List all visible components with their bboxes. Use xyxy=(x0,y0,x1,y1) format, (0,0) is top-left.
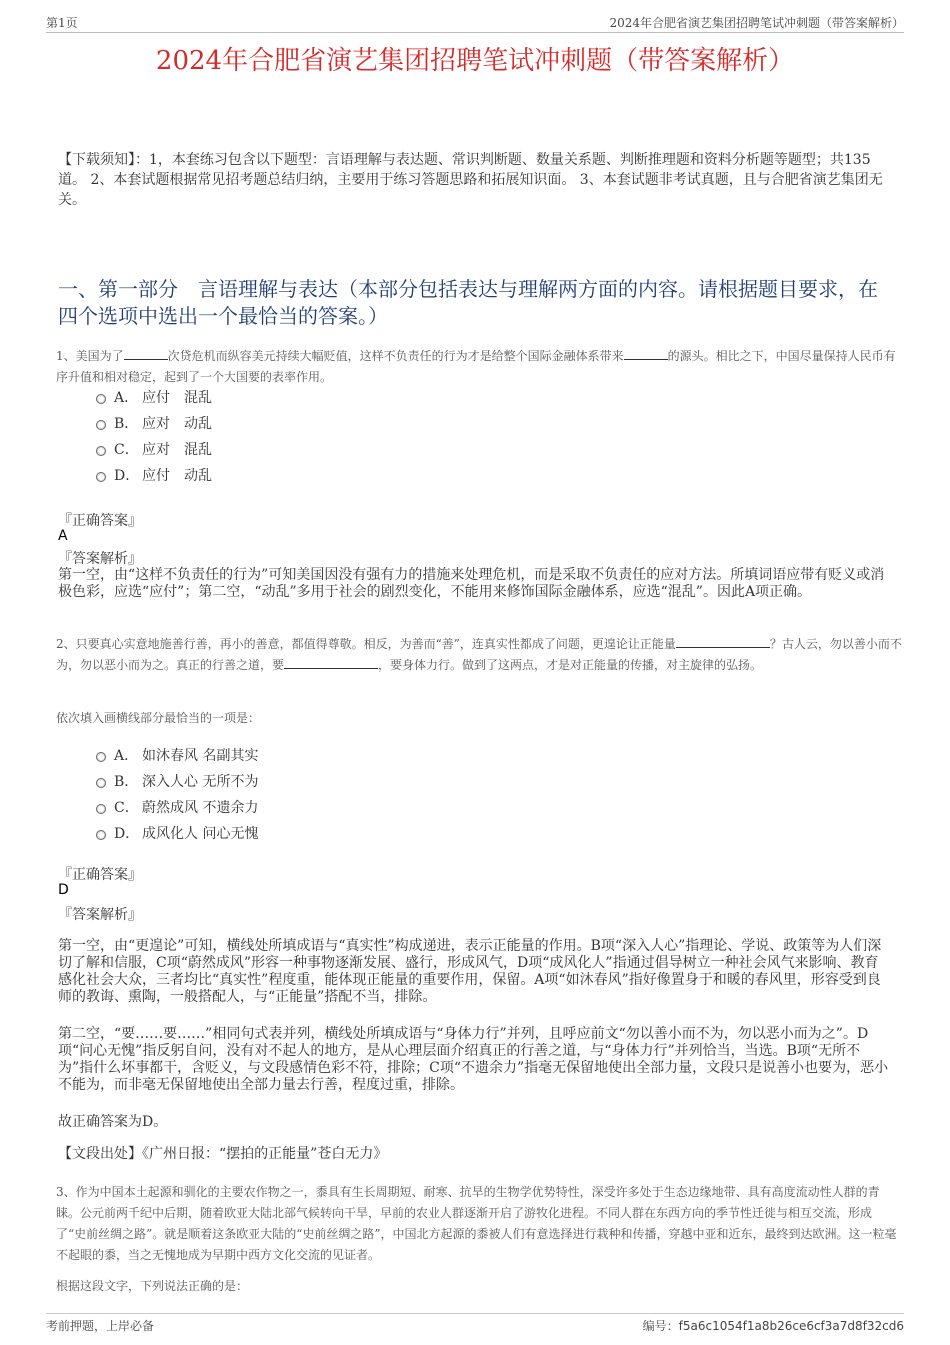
header-doc-title: 2024年合肥省演艺集团招聘笔试冲刺题（带答案解析） xyxy=(609,16,904,30)
q2-prompt: 依次填入画横线部分最恰当的一项是： xyxy=(56,711,261,725)
question-2-stem: 2、只要真心实意地施善行善，再小的善意，都值得尊敬。相反，为善而“善”，连真实性都成了问题，更遑论让正能量 ？古人云，勿以善小而不为，勿以恶小而为之。真正的行善之道，要 ，要身体力行。做到了这两点，才是对正能量的传播，对主旋律的弘扬。 xyxy=(56,637,902,672)
radio-icon[interactable] xyxy=(96,446,106,456)
q1-analysis: 第一空，由“这样不负责任的行为”可知美国因没有强有力的措施来处理危机，而是采取不负责任的应对方法。所填词语应带有贬义或消极色彩，应选“应付”；第二空，“动乱”多用于社会的剧烈变化，不能用来修饰国际金融体系，应选“混乱”。因此A项正确。 xyxy=(58,567,885,600)
q2-option-b[interactable]: B． 深入人心 无所不为 xyxy=(96,772,258,792)
blank-2 xyxy=(284,656,378,669)
q2-analysis-paragraph-1: 第一空，由“更遑论”可知，横线处所填成语与“真实性”构成递进，表示正能量的作用。B项“深入人心”指理论、学说、政策等为人们深切了解和信服，C项“蔚然成风”形容一种事物逐渐发展、盛行，形成风气，D项“成风化人”指通过倡导树立一种社会风气来影响、教育感化社会大众，三者均比“真实性”程度重，能体现正能量的重要作用，保留。A项“如沐春风”指好像置身于和暖的春风里，形容受到良师的教诲、熏陶，一般搭配人，与“正能量”搭配不当，排除。 xyxy=(58,938,882,1005)
q2-option-d[interactable]: D． 成风化人 问心无愧 xyxy=(96,824,258,844)
q2-answer-label: 『正确答案』 xyxy=(58,867,142,883)
section-title: 一、第一部分 言语理解与表达（本部分包括表达与理解两方面的内容。请根据题目要求，在四个选项中选出一个最恰当的答案。） xyxy=(58,277,878,328)
q2-analysis-paragraph-2: 第二空，“要……要……”相同句式表并列，横线处所填成语与“身体力行”并列，且呼应前文“勿以善小而不为，勿以恶小而为之”。D项“问心无愧”指反躬自问，没有对不起人的地方，是从心理层面介绍真正的行善之道，与“身体力行”并列恰当，当选。B项“无所不为”指什么坏事都干，含贬义，与文段感情色彩不符，排除；C项“不遗余力”指毫无保留地使出全部力量，文段只是说善小也要为，恶小不能为，而非毫无保留地使出全部力量去行善，程度过重，排除。 xyxy=(58,1026,889,1093)
question-1-stem: 1、美国为了 次贷危机而纵容美元持续大幅贬值，这样不负责任的行为才是给整个国际金融体系带来 的源头。相比之下，中国尽量保持人民币有序升值和相对稳定，起到了一个大国要的表率作用。 xyxy=(56,349,896,384)
q1-answer: A xyxy=(58,528,68,544)
radio-icon[interactable] xyxy=(96,472,106,482)
download-notice: 【下载须知】：1，本套练习包含以下题型：言语理解与表达题、常识判断题、数量关系题、判断推理题和资料分析题等题型；共135道。 2、本套试题根据常见招考题总结归纳，主要用于练习答题思路和拓展知识面。 3、本套试题非考试真题，且与合肥省演艺集团无关。 xyxy=(58,152,883,208)
page-header xyxy=(46,12,904,33)
q1-option-b[interactable]: B． 应对 动乱 xyxy=(96,414,212,434)
q1-option-a[interactable]: A． 应付 混乱 xyxy=(96,388,212,408)
blank-1 xyxy=(124,347,168,360)
blank-1 xyxy=(676,635,770,648)
q1-answer-label: 『正确答案』 xyxy=(58,513,142,529)
question-3-stem: 3、作为中国本土起源和驯化的主要农作物之一，黍具有生长周期短、耐寒、抗旱的生物学优势特性，深受许多处于生态边缘地带、具有高度流动性人群的青睐。公元前两千纪中后期，随着欧亚大陆北部气候转向干旱，早前的农业人群逐渐开启了游牧化进程。不同人群在东西方向的季节性迁徙与相互交流，形成了“史前丝绸之路”。就是顺着这条欧亚大陆的“史前丝绸之路”，中国北方起源的黍被人们有意选择进行栽种和传播，穿越中亚和近东，最终到达欧洲。这一粒毫不起眼的黍，当之无愧地成为早期中西方文化交流的见证者。 xyxy=(56,1185,897,1262)
q2-option-a[interactable]: A． 如沐春风 名副其实 xyxy=(96,746,258,766)
radio-icon[interactable] xyxy=(96,420,106,430)
radio-icon[interactable] xyxy=(96,394,106,404)
q1-option-d[interactable]: D． 应付 动乱 xyxy=(96,466,212,486)
document-title: 2024年合肥省演艺集团招聘笔试冲刺题（带答案解析） xyxy=(155,46,795,76)
q1-analysis-label: 『答案解析』 xyxy=(58,551,142,567)
blank-2 xyxy=(624,347,668,360)
radio-icon[interactable] xyxy=(96,830,106,840)
q3-prompt: 根据这段文字，下列说法正确的是： xyxy=(56,1279,249,1293)
q2-analysis-conclusion: 故正确答案为D。 xyxy=(58,1114,168,1130)
page-number: 第1页 xyxy=(46,16,78,30)
q2-answer: D xyxy=(58,882,69,898)
q2-option-c[interactable]: C． 蔚然成风 不遗余力 xyxy=(96,798,258,818)
footer-slogan: 考前押题，上岸必备 xyxy=(46,1319,155,1333)
radio-icon[interactable] xyxy=(96,752,106,762)
q2-analysis-label: 『答案解析』 xyxy=(58,907,142,923)
radio-icon[interactable] xyxy=(96,804,106,814)
footer-code: 编号：f5a6c1054f1a8b26ce6cf3a7d8f32cd6 xyxy=(642,1319,904,1333)
q1-option-c[interactable]: C． 应对 混乱 xyxy=(96,440,212,460)
page-footer xyxy=(46,1313,904,1334)
q2-source: 【文段出处】《广州日报：“摆拍的正能量”苍白无力》 xyxy=(58,1146,388,1162)
radio-icon[interactable] xyxy=(96,778,106,788)
